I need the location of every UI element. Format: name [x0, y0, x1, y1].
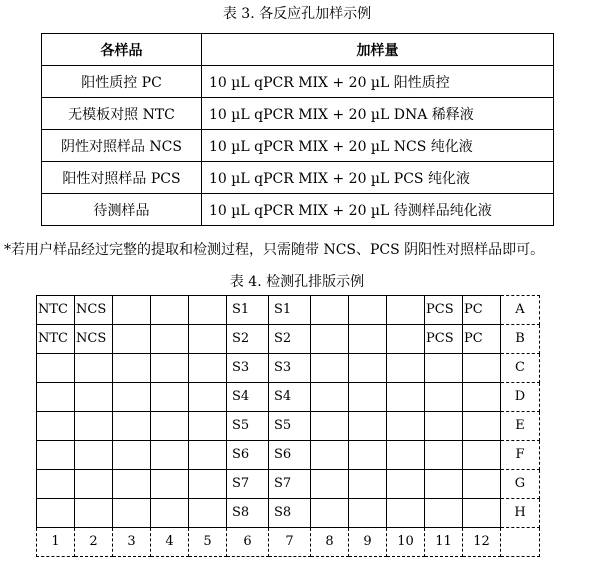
- plate-well: PC: [463, 325, 501, 354]
- plate-well: [151, 470, 189, 499]
- row-label: F: [501, 441, 540, 470]
- table3-caption: 表 3. 各反应孔加样示例: [222, 6, 372, 22]
- plate-well: S7: [269, 470, 311, 499]
- loading-volume-cell: 10 µL qPCR MIX + 20 µL DNA 稀释液: [202, 98, 554, 130]
- plate-well: [113, 470, 151, 499]
- table-header-row: [42, 34, 554, 66]
- plate-row: [37, 296, 540, 325]
- sample-name-cell: 阳性质控 PC: [42, 66, 202, 98]
- plate-well: [311, 412, 349, 441]
- plate-well: [311, 470, 349, 499]
- plate-well: [151, 325, 189, 354]
- sample-name-cell: 待测样品: [42, 194, 202, 226]
- plate-well: [189, 412, 227, 441]
- plate-well: [387, 470, 425, 499]
- plate-well: [349, 441, 387, 470]
- plate-well: [387, 383, 425, 412]
- plate-well: [463, 412, 501, 441]
- plate-well: [37, 441, 75, 470]
- column-number: 12: [463, 528, 501, 557]
- plate-well: S5: [227, 412, 269, 441]
- sample-name-cell: 无模板对照 NTC: [42, 98, 202, 130]
- plate-well: [463, 354, 501, 383]
- plate-well: [311, 354, 349, 383]
- table-row: [42, 98, 554, 130]
- plate-well: [425, 383, 463, 412]
- plate-well: [151, 383, 189, 412]
- column-number: 6: [227, 528, 269, 557]
- plate-well: [113, 383, 151, 412]
- plate-well: [189, 441, 227, 470]
- plate-well: [75, 383, 113, 412]
- plate-well: [113, 325, 151, 354]
- plate-well: [463, 499, 501, 528]
- loading-volume-cell: 10 µL qPCR MIX + 20 µL 阳性质控: [202, 66, 554, 98]
- table-row: [42, 66, 554, 98]
- plate-well: [349, 354, 387, 383]
- plate-well: [75, 470, 113, 499]
- plate-well: [425, 354, 463, 383]
- plate-well: [151, 441, 189, 470]
- plate-well: [311, 296, 349, 325]
- plate-well: [113, 499, 151, 528]
- plate-well: S5: [269, 412, 311, 441]
- plate-well: S6: [269, 441, 311, 470]
- plate-well: [349, 412, 387, 441]
- row-label: D: [501, 383, 540, 412]
- plate-well: S1: [227, 296, 269, 325]
- plate-well: [463, 383, 501, 412]
- plate-well: [189, 383, 227, 412]
- plate-well: S4: [227, 383, 269, 412]
- column-number: 1: [37, 528, 75, 557]
- plate-well: [189, 296, 227, 325]
- column-number: 8: [311, 528, 349, 557]
- plate-well: S2: [269, 325, 311, 354]
- plate-well: [387, 499, 425, 528]
- row-label: C: [501, 354, 540, 383]
- row-label: B: [501, 325, 540, 354]
- plate-well: [463, 470, 501, 499]
- plate-well: PCS: [425, 296, 463, 325]
- plate-row: [37, 412, 540, 441]
- column-number: 10: [387, 528, 425, 557]
- plate-well: [37, 354, 75, 383]
- column-header-volume: 加样量: [202, 34, 554, 66]
- plate-well: S2: [227, 325, 269, 354]
- loading-volume-cell: 10 µL qPCR MIX + 20 µL NCS 纯化液: [202, 130, 554, 162]
- plate-well: [311, 383, 349, 412]
- plate-well: [75, 412, 113, 441]
- column-number: 2: [75, 528, 113, 557]
- plate-well: [387, 354, 425, 383]
- plate-well: [387, 325, 425, 354]
- plate-well: PC: [463, 296, 501, 325]
- plate-well: [425, 470, 463, 499]
- plate-row: [37, 354, 540, 383]
- plate-well: [151, 499, 189, 528]
- plate-well: S1: [269, 296, 311, 325]
- plate-well: [311, 325, 349, 354]
- plate-well: [387, 412, 425, 441]
- plate-well: [189, 354, 227, 383]
- loading-volume-cell: 10 µL qPCR MIX + 20 µL PCS 纯化液: [202, 162, 554, 194]
- footnote: *若用户样品经过完整的提取和检测过程，只需随带 NCS、PCS 阴阳性对照样品即可。: [4, 242, 545, 258]
- plate-well: [37, 499, 75, 528]
- plate-well: [425, 499, 463, 528]
- plate-well: S8: [269, 499, 311, 528]
- plate-well: NCS: [75, 296, 113, 325]
- plate-well: S4: [269, 383, 311, 412]
- plate-row: [37, 441, 540, 470]
- plate-well: [349, 470, 387, 499]
- plate-well: [349, 325, 387, 354]
- plate-row: [37, 499, 540, 528]
- sample-loading-table: [41, 33, 554, 226]
- column-number: 11: [425, 528, 463, 557]
- column-number-row: [37, 528, 540, 557]
- column-number: 5: [189, 528, 227, 557]
- plate-well: [75, 441, 113, 470]
- plate-well: [311, 499, 349, 528]
- plate-well: [463, 441, 501, 470]
- row-label: G: [501, 470, 540, 499]
- plate-well: [189, 470, 227, 499]
- plate-layout-grid: [36, 295, 540, 557]
- sample-name-cell: 阳性对照样品 PCS: [42, 162, 202, 194]
- plate-well: S3: [269, 354, 311, 383]
- table4-caption: 表 4. 检测孔排版示例: [229, 274, 365, 290]
- plate-well: [425, 441, 463, 470]
- column-number: 3: [113, 528, 151, 557]
- row-label: H: [501, 499, 540, 528]
- plate-well: [37, 470, 75, 499]
- plate-well: [349, 383, 387, 412]
- column-number: 9: [349, 528, 387, 557]
- table-row: [42, 162, 554, 194]
- plate-well: S3: [227, 354, 269, 383]
- plate-row: [37, 470, 540, 499]
- plate-row: [37, 325, 540, 354]
- plate-well: S6: [227, 441, 269, 470]
- plate-well: [311, 441, 349, 470]
- plate-well: NCS: [75, 325, 113, 354]
- plate-row: [37, 383, 540, 412]
- plate-well: [349, 296, 387, 325]
- plate-well: [75, 499, 113, 528]
- sample-name-cell: 阴性对照样品 NCS: [42, 130, 202, 162]
- plate-well: [113, 412, 151, 441]
- plate-well: [387, 296, 425, 325]
- plate-well: [349, 499, 387, 528]
- row-label: E: [501, 412, 540, 441]
- loading-volume-cell: 10 µL qPCR MIX + 20 µL 待测样品纯化液: [202, 194, 554, 226]
- plate-well: NTC: [37, 325, 75, 354]
- table-row: [42, 194, 554, 226]
- plate-well: [151, 296, 189, 325]
- table-row: [42, 130, 554, 162]
- plate-well: [387, 441, 425, 470]
- corner-cell: [501, 528, 540, 557]
- row-label: A: [501, 296, 540, 325]
- plate-well: [113, 296, 151, 325]
- plate-well: [113, 354, 151, 383]
- plate-well: [37, 383, 75, 412]
- plate-well: S8: [227, 499, 269, 528]
- column-header-sample: 各样品: [42, 34, 202, 66]
- plate-well: [151, 354, 189, 383]
- plate-well: S7: [227, 470, 269, 499]
- plate-well: [37, 412, 75, 441]
- plate-well: [75, 354, 113, 383]
- plate-well: [425, 412, 463, 441]
- plate-well: [113, 441, 151, 470]
- plate-well: [151, 412, 189, 441]
- plate-well: [189, 499, 227, 528]
- plate-well: [189, 325, 227, 354]
- column-number: 7: [269, 528, 311, 557]
- plate-well: PCS: [425, 325, 463, 354]
- column-number: 4: [151, 528, 189, 557]
- plate-well: NTC: [37, 296, 75, 325]
